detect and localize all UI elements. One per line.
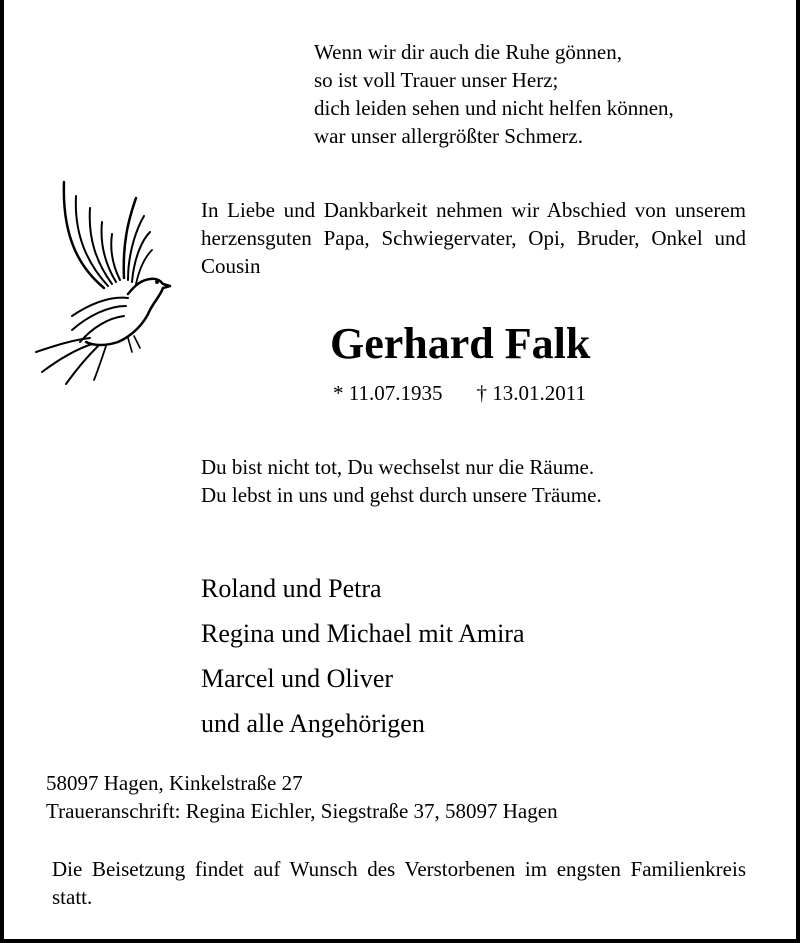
- poem-line: dich leiden sehen und nicht helfen können,: [314, 96, 674, 120]
- address-block: [46, 769, 558, 825]
- mourner-line: und alle Angehörigen: [201, 709, 425, 738]
- mourner-line: Roland und Petra: [201, 574, 382, 603]
- mourner-line: Regina und Michael mit Amira: [201, 619, 525, 648]
- dove-icon: [32, 176, 182, 391]
- quote-line: Du lebst in uns und gehst durch unsere Träume.: [201, 483, 602, 507]
- poem-line: war unser allergrößter Schmerz.: [314, 124, 584, 148]
- poem-line: Wenn wir dir auch die Ruhe gönnen,: [314, 40, 622, 64]
- intro-text: In Liebe und Dankbarkeit nehmen wir Abschied von unserem herzensguten Papa, Schwiegervater, Opi, Bruder, Onkel und Cousin: [201, 198, 746, 278]
- birth-date: * 11.07.1935: [333, 381, 443, 405]
- deceased-name: Gerhard Falk: [330, 319, 591, 368]
- opening-poem: [314, 38, 674, 150]
- life-dates: [333, 379, 586, 407]
- condolence-address: Traueranschrift: Regina Eichler, Siegstraße 37, 58097 Hagen: [46, 799, 558, 823]
- quote-line: Du bist nicht tot, Du wechselst nur die Räume.: [201, 455, 595, 479]
- death-date: † 13.01.2011: [476, 381, 586, 405]
- farewell-quote: [201, 453, 602, 509]
- home-address: 58097 Hagen, Kinkelstraße 27: [46, 771, 303, 795]
- mourner-line: Marcel und Oliver: [201, 664, 394, 693]
- funeral-notice: Die Beisetzung findet auf Wunsch des Verstorbenen im engsten Familienkreis statt.: [52, 857, 746, 909]
- mourners-list: [201, 566, 525, 746]
- poem-line: so ist voll Trauer unser Herz;: [314, 68, 559, 92]
